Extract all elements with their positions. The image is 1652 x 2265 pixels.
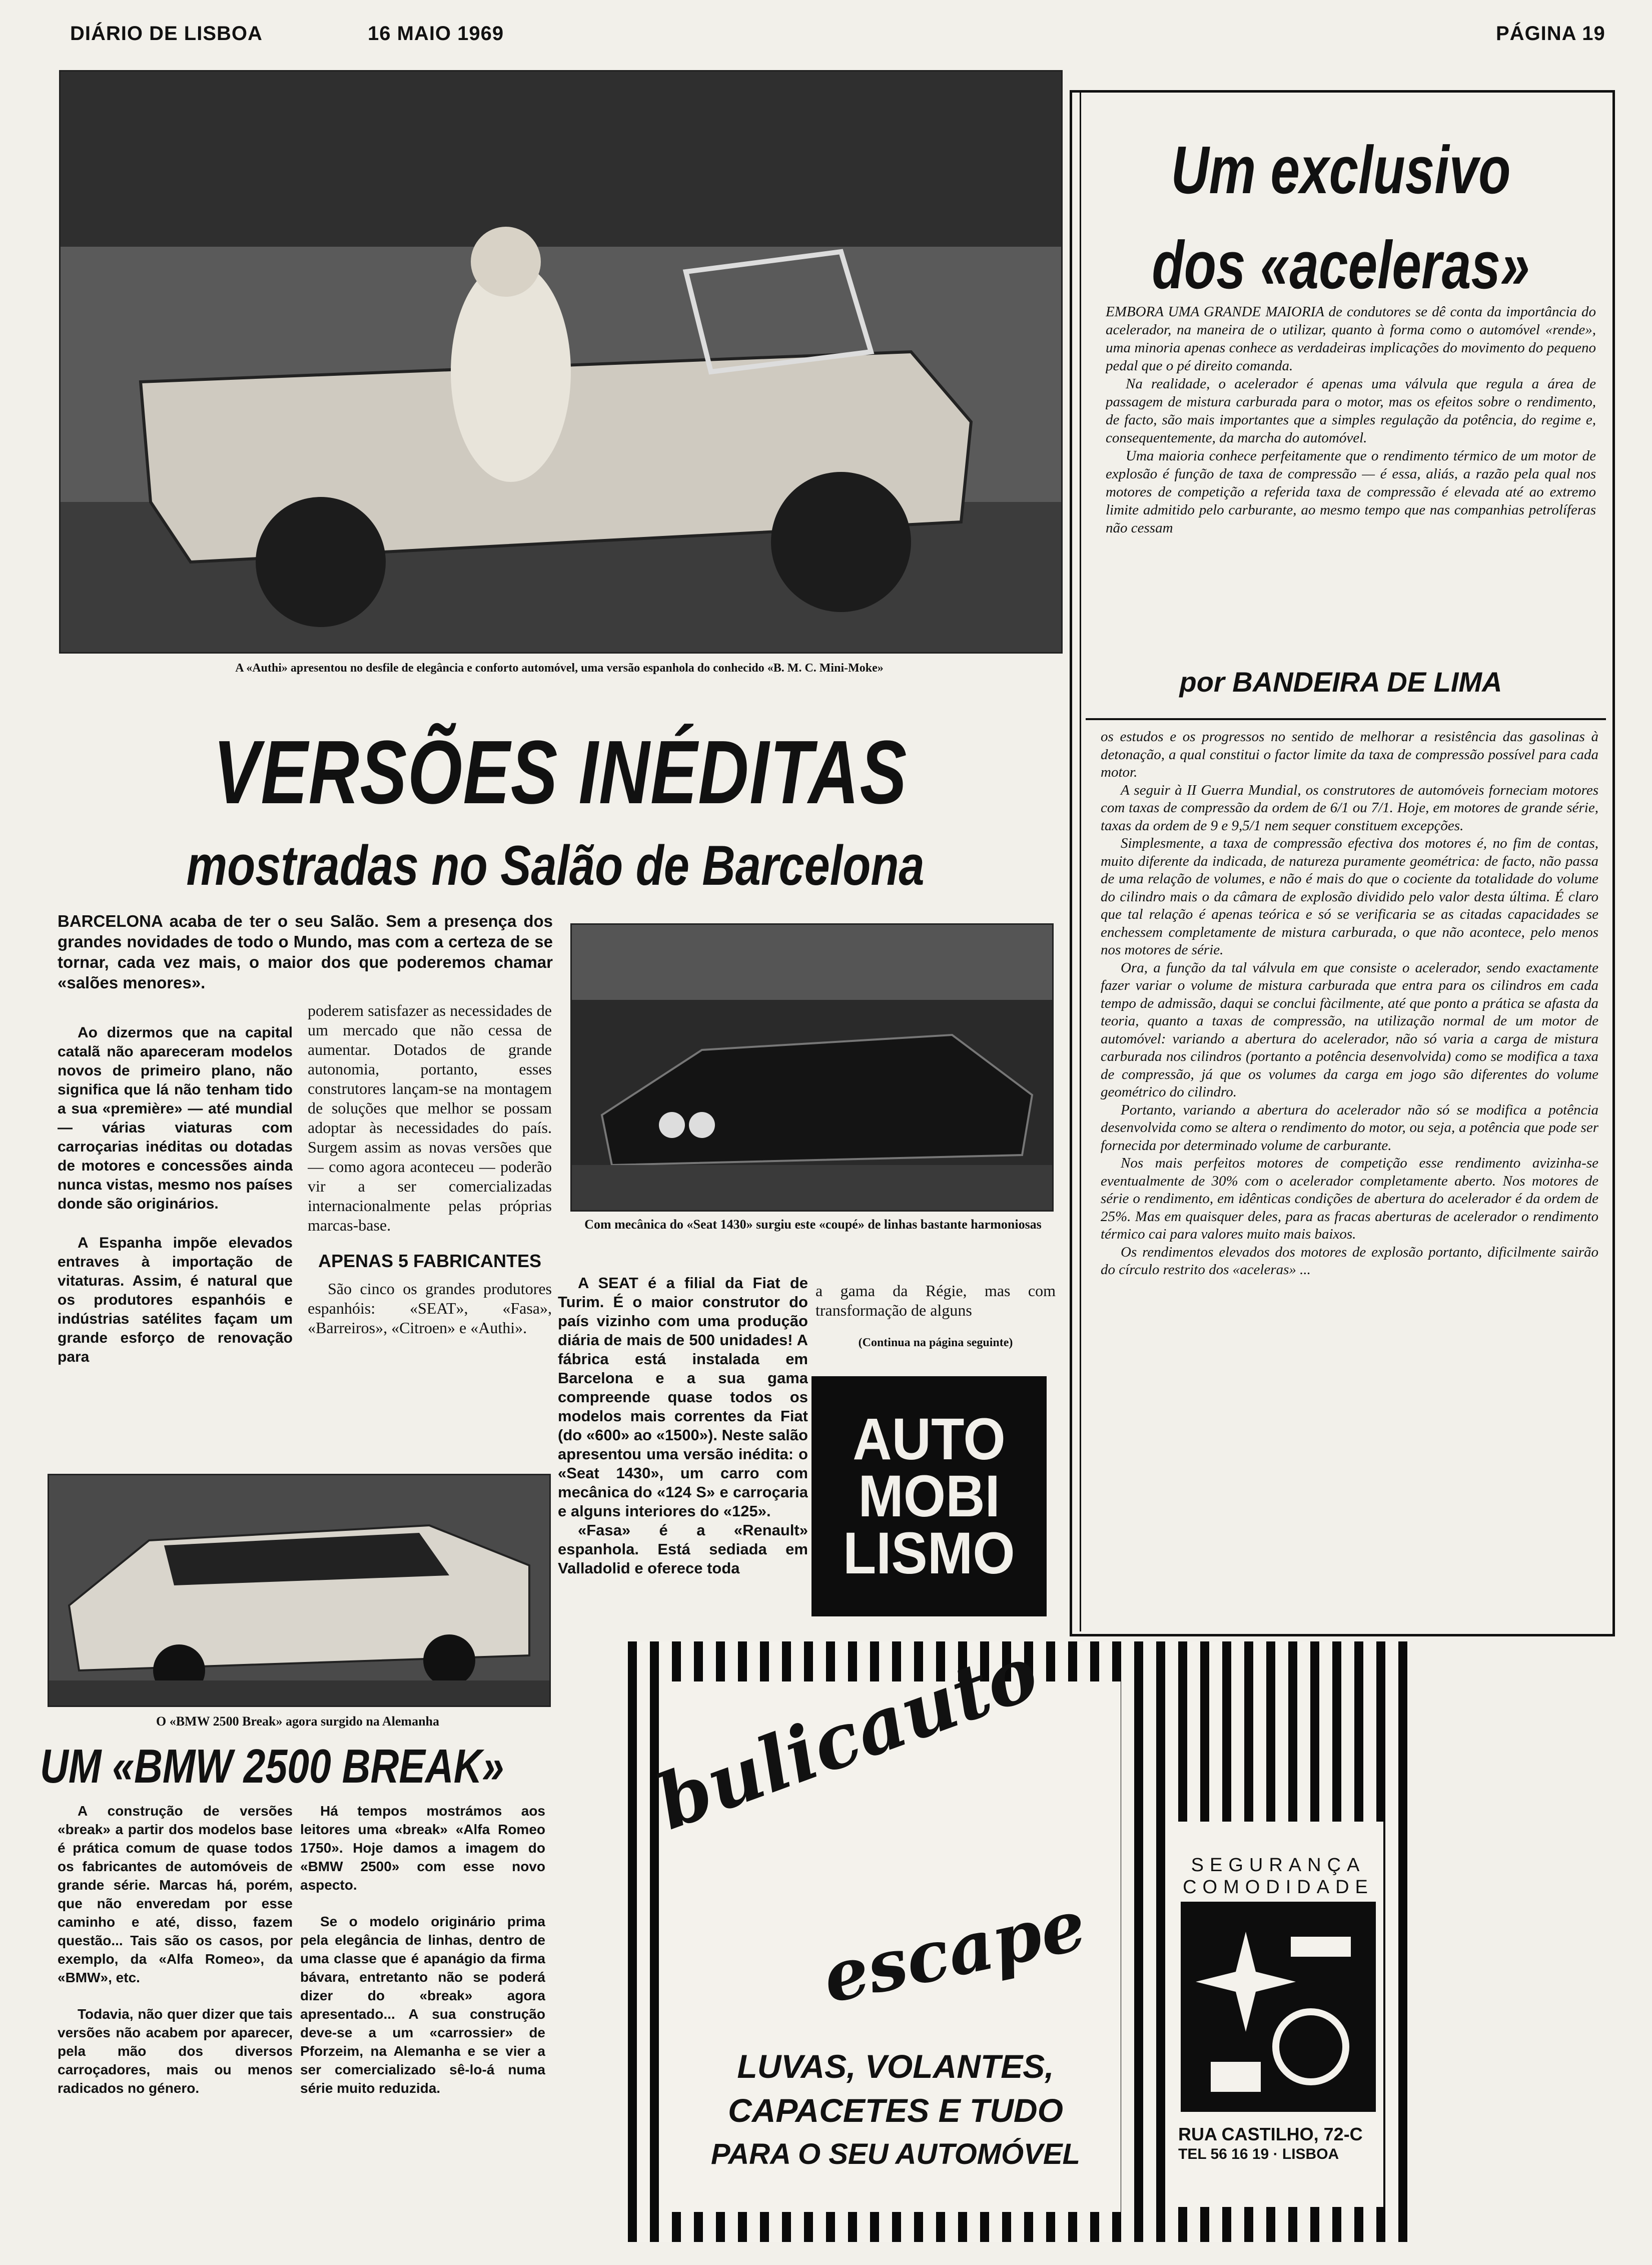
bmw-col2-paragraph-2: Se o modelo originário prima pela elegância de linhas, dentro de uma classe que é apanágio da firma bávara, entretanto não se poderá dizer do «break» agora apresentado... A sua construção deve-se a um «carrossier» de Pforzeim, na Alemanha e se vier a ser comercializado sê-lo-á numa série muito reduzida. [300,1914,545,2096]
col2-paragraph-2: São cinco os grandes produtores espanhóis: «SEAT», «Fasa», «Barreiros», «Citroen» e «Authi». [308,1280,552,1337]
side-paragraph-3: Uma maioria conhece perfeitamente que o rendimento térmico de um motor de explosão é função de taxa de compressão — é essa, aliás, a razão pela qual nos motores de competição a referida taxa de compressão é elevada até ao extremo limite admitido pelo carburante, ao mesmo tempo que nas companhias petrolíferas não cessam [1106,448,1596,536]
bmw-2500-photo [48,1474,551,1707]
logo-line-2: MOBI [858,1463,1000,1529]
col1-paragraph-1: Ao dizermos que na capital catalã não apareceram modelos novos de primeiro plano, não significa que lá não tenham tido a sua «première» — até mundial — várias viaturas com carroçarias inéditas ou dotadas de motores e concessões ainda nunca vistas, mesmo nos países donde são originários. [58,1024,293,1212]
side-paragraph-5: A seguir à II Guerra Mundial, os construtores de automóveis forneciam motores com taxas de compressão da ordem de 6/1 ou 7/1. Hoje, em motores de grande série, taxas da ordem de 9 e 9,5/1 nem sequer constituem excepções. [1101,782,1598,834]
side-headline [1071,123,1611,313]
ad-slogan-line-2: CAPACETES E TUDO [728,2092,1063,2129]
bmw-headline: UM «BMW 2500 BREAK» [40,1740,504,1793]
seat-1430-photo [570,923,1054,1212]
side-paragraph-8: Portanto, variando a abertura do acelerador não só se modifica a potência desenvolvida como se altera o rendimento do motor, ou seja, a potência que pode ser fornecida por determinado volume de carburante. [1101,1101,1598,1154]
col2-paragraph-1: poderem satisfazer as necessidades de um mercado que não cessa de aumentar. Dotados de grande autonomia, portanto, esses construtores lançam-se na montagem de soluções que melhor se possam adoptar às necessidades do país. Surgem assim as novas versões que — como agora aconteceu — poderão vir a ser comercializadas internacionalmente pelas próprias marcas-base. [308,1001,552,1234]
automobilismo-logo [811,1376,1047,1616]
side-headline-line-2: dos «aceleras» [1152,227,1530,303]
bmw-col1-paragraph-1: A construção de versões «break» a partir dos modelos base é prática comum de quase todos os fabricantes de automóveis de grande série. Marcas há, porém, que não enveredam por esse caminho e até, disso, fazem questão... Tais são os casos, por exemplo, da «Alfa Romeo», da «BMW», etc. [58,1803,293,1985]
col3-paragraph-1: A SEAT é a filial da Fiat de Turim. É o maior construtor do país vizinho com uma produção diária de mais de 500 unidades! A fábrica está instalada em Barcelona e a sua gama compreende quase todos os modelos mais correntes da Fiat (do «600» ao «1500»). Neste salão apresentou uma versão inédita: o «Seat 1430», um carro com mecânica do «124 S» e carroçaria e alguns interiores do «125». [558,1274,808,1520]
side-paragraph-4: os estudos e os progressos no sentido de melhorar a resistência das gasolinas à detonação, a qual constitui o factor limite da taxa de compressão possível para cada motor. [1101,729,1598,780]
bmw-photo-caption: O «BMW 2500 Break» agora surgido na Alemanha [156,1714,440,1729]
ad-tag-safety: SEGURANÇA [1191,1855,1366,1876]
five-makers-subhead: APENAS 5 FABRICANTES [318,1251,542,1271]
ad-tags [1173,1854,1383,1898]
continued-note: (Continua na página seguinte) [858,1336,1013,1349]
col1-paragraph-2: A Espanha impõe elevados entraves à importação de vitaturas. Assim, é natural que os produtores espanhóis e indústrias satélites façam um grande esforço de renovação para [58,1235,293,1365]
ad-product-image [1181,1902,1376,2112]
logo-line-1: AUTO [853,1406,1006,1472]
main-column-4 [815,1281,1056,1320]
main-subheadline: mostradas no Salão de Barcelona [186,834,925,897]
ad-tag-comfort: COMODIDADE [1183,1877,1374,1898]
bmw-col2-paragraph-1: Há tempos mostrámos aos leitores uma «break» «Alfa Romeo 1750». Hoje damos a imagem do «BMW 2500» com esse novo aspecto. [300,1803,545,1893]
ad-slogan [670,2044,1121,2176]
lead-text: BARCELONA acaba de ter o seu Salão. Sem a presença dos grandes novidades de todo o Mundo, mas com a certeza de se tornar, cada vez mais, o maior dos que poderemos chamar «salões menores». [58,912,553,992]
bmw-column-1 [58,1802,293,2232]
page-number: PÁGINA 19 [1496,23,1605,45]
col4-paragraph-1: a gama da Régie, mas com transformação de alguns [815,1282,1056,1319]
side-paragraph-10: Os rendimentos elevados dos motores de explosão portanto, dificilmente sairão do círculo restrito dos «aceleras» ... [1101,1244,1598,1278]
side-byline: por BANDEIRA DE LIMA [1179,666,1502,698]
ad-product: escape [815,1884,1093,2019]
ad-address: RUA CASTILHO, 72-C [1178,2124,1363,2144]
mini-moke-caption: A «Authi» apresentou no desfile de elegância e conforto automóvel, uma versão espanhola do conhecido «B. M. C. Mini-Moke» [235,662,884,675]
logo-line-3: LISMO [843,1520,1015,1586]
ad-contact [1178,2124,1383,2164]
bmw-col1-paragraph-2: Todavia, não quer dizer que tais versões não acabem por aparecer, pela mão dos diversos carroçadores, mais ou menos radicados no género. [58,2006,293,2096]
byline-rule [1086,718,1606,720]
side-column-bottom [1101,728,1598,1624]
lead-paragraph [58,911,553,993]
ad-slogan-line-3: PARA O SEU AUTOMÓVEL [711,2138,1080,2170]
main-headline: VERSÕES INÉDITAS [213,722,908,823]
side-paragraph-9: Nos mais perfeitos motores de competição esse rendimento avizinha-se eventualmente de 30% com o acelerador completamente aberto. Nos motores de série o rendimento, em idênticas condições de abertura do acelerador é da ordem de 25%. Mas em quaisquer deles, para as fracas aberturas de acelerador o rendimento térmico cai para valores muito mais baixos. [1101,1155,1598,1242]
side-article-rule [1080,90,1081,1631]
side-paragraph-1: EMBORA UMA GRANDE MAIORIA de condutores se dê conta da importância do acelerador, na maneira de o utilizar, quanto à forma como o automóvel «rende», uma minoria apenas conhece as verdadeiras implicações do movimento do pequeno pedal que o pé direito comanda. [1106,304,1596,374]
ad-phone: TEL 56 16 19 · LISBOA [1178,2146,1339,2162]
ad-slogan-line-1: LUVAS, VOLANTES, [737,2048,1054,2085]
newspaper-name: DIÁRIO DE LISBOA [70,23,263,45]
seat-photo-caption: Com mecânica do «Seat 1430» surgiu este «coupé» de linhas bastante harmoniosas [584,1217,1042,1232]
mini-moke-photo [59,70,1063,654]
side-headline-line-1: Um exclusivo [1171,132,1511,208]
col3-paragraph-2: «Fasa» é a «Renault» espanhola. Está sediada em Valladolid e oferece toda [558,1521,808,1577]
ad-brand: bulicauto [645,1628,1049,1847]
side-paragraph-7: Ora, a função da tal válvula em que consiste o acelerador, sendo exactamente fazer variar o volume de mistura carburada que entra para os cilindros em cada tempo de admissão, daqui se conclui fàcilmente, até que ponto a prática se afasta da teoria, quanto a taxas de compressão, na utilização normal de um motor de automóvel: variando a abertura do acelerador, não só varia a carga de mistura carburada nos cilindros (portanto a potência desenvolvida) como se modifica a taxa de compressão, já que os volumes da carga em jogo são diferentes do volume geométrico do cilindro. [1101,959,1598,1100]
main-column-3 [558,1274,808,1614]
ad-star-icon [1181,1902,1376,2112]
side-column-top [1106,303,1596,648]
bmw-column-2 [300,1802,545,2232]
issue-date: 16 MAIO 1969 [368,23,504,45]
side-paragraph-6: Simplesmente, a taxa de compressão efectiva dos motores é, no fim de contas, muito diferente da indicada, de natureza puramente geométrica: de facto, não passa de uma relação de volumes, e não é mais do que o cociente da totalidade do volume do cilindro mais o da câmara de explosão dividido pelo valor desta última. É claro que tal relação é apenas teórica e só se verificaria se as citadas capacidades se enchessem completamente de mistura carburada, o que não acontece, pelo menos nos motores de série. [1101,835,1598,958]
side-paragraph-2: Na realidade, o acelerador é apenas uma válvula que regula a área de passagem de mistura carburada para o motor, mas os efeitos sobre o rendimento, de facto, são mais importantes que a simples regulação da potência, do regime e, consequentemente, da marcha do automóvel. [1106,376,1596,446]
